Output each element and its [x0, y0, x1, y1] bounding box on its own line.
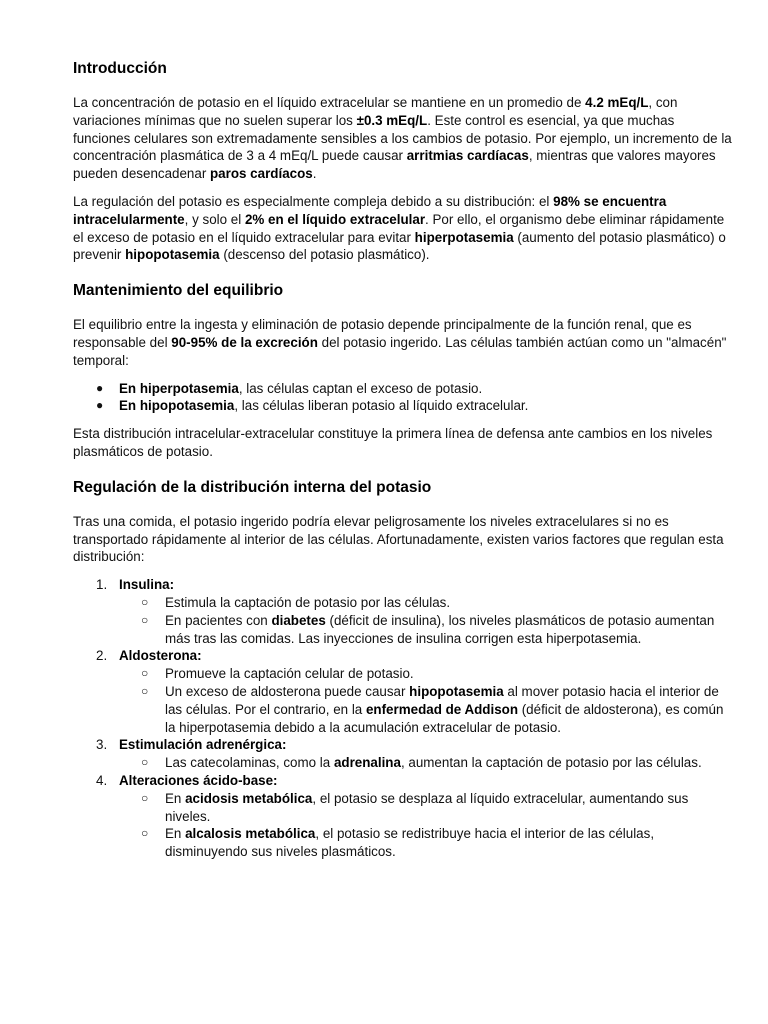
bullet-icon: ● [96, 398, 104, 413]
paragraph-regulacion: Tras una comida, el potasio ingerido podría elevar peligrosamente los niveles extracelulares si no es transportado rápidamente al interior de las células. Afortunadamente, existen varios factores que regulan esta distribución: [73, 513, 724, 565]
list-item: ○ Las catecolaminas, como la adrenalina, aumentan la captación de potasio por las células. [141, 755, 702, 771]
list-item-adrenergica: 3. Estimulación adrenérgica: ○ Las catecolaminas, como la adrenalina, aumentan la captación de potasio por las células. [73, 736, 732, 772]
circle-bullet-icon: ○ [141, 755, 149, 770]
circle-bullet-icon: ○ [141, 790, 149, 805]
heading-introduccion: Introducción [73, 60, 167, 77]
paragraph-equilibrio: El equilibrio entre la ingesta y eliminación de potasio depende principalmente de la función renal, que es responsable del 90-95% de la excreción del potasio ingerido. Las células también actúan como un "almacén" temporal: [73, 317, 727, 368]
list-number: 1. [96, 577, 108, 593]
list-item: ● En hipopotasemia, las células liberan potasio al líquido extracelular. [96, 398, 529, 414]
sub-list [119, 790, 732, 861]
paragraph-intro-1: La concentración de potasio en el líquido extracelular se mantiene en un promedio de 4.2 mEq/L, con variaciones mínimas que no suelen superar los ±0.3 mEq/L. Este control es esencial, ya que muchas funciones celulares son extremadamente sensibles a los cambios de potasio. Por ejemplo, un incremento de la concentración plasmática de 3 a 4 mEq/L puede causar arritmias cardíacas, mientras que valores mayores pueden desencadenar paros cardíacos. [73, 95, 732, 182]
list-number: 4. [96, 772, 108, 788]
heading-mantenimiento: Mantenimiento del equilibrio [73, 282, 284, 300]
circle-bullet-icon: ○ [141, 826, 149, 841]
list-item: ○ Estimula la captación de potasio por las células. [141, 594, 451, 610]
list-item: ○ En alcalosis metabólica, el potasio se redistribuye hacia el interior de las células, disminuyendo sus niveles plasmáticos. [141, 826, 655, 860]
list-item: ○ En pacientes con diabetes (déficit de insulina), los niveles plasmáticos de potasio aumentan más tras las comidas. Las inyecciones de insulina corrigen esta hiperpotasemia. [141, 612, 715, 646]
list-number: 2. [96, 648, 108, 664]
circle-bullet-icon: ○ [141, 594, 149, 609]
sub-list [119, 594, 732, 647]
circle-bullet-icon: ○ [141, 683, 149, 698]
list-item-aldosterona: 2. Aldosterona: ○ Promueve la captación celular de potasio. ○ Un exceso de aldosterona puede causar hipopotasemia al mover potasio hacia el interior de las células. Por el contrario, en la enfermedad de Addison (déficit de aldosterona), es común la hiperpotasemia debido a la acumulación extracelular de potasio. [73, 647, 732, 736]
sub-list [119, 665, 732, 736]
sub-list [119, 754, 732, 772]
bullet-list [73, 380, 732, 416]
list-number: 3. [96, 737, 108, 753]
list-item-acido-base: 4. Alteraciones ácido-base: ○ En acidosis metabólica, el potasio se desplaza al líquido extracelular, aumentando sus niveles. ○ En alcalosis metabólica, el potasio se redistribuye hacia el interior de las células, disminuyendo sus niveles plasmáticos. [73, 772, 732, 861]
list-item: ○ Un exceso de aldosterona puede causar hipopotasemia al mover potasio hacia el interior de las células. Por el contrario, en la enfermedad de Addison (déficit de aldosterona), es común la hiperpotasemia debido a la acumulación extracelular de potasio. [141, 683, 724, 735]
numbered-list [73, 576, 732, 861]
circle-bullet-icon: ○ [141, 612, 149, 627]
list-item: ● En hiperpotasemia, las células captan el exceso de potasio. [96, 380, 483, 396]
bullet-icon: ● [96, 380, 104, 395]
list-item: ○ Promueve la captación celular de potasio. [141, 666, 414, 682]
paragraph-distribucion: Esta distribución intracelular-extracelular constituye la primera línea de defensa ante cambios en los niveles plasmáticos de potasio. [73, 426, 713, 459]
paragraph-intro-2: La regulación del potasio es especialmente compleja debido a su distribución: el 98% se encuentra intracelularmente, y solo el 2% en el líquido extracelular. Por ello, el organismo debe eliminar rápidamente el exceso de potasio en el líquido extracelular para evitar hiperpotasemia (aumento del potasio plasmático) o prevenir hipopotasemia (descenso del potasio plasmático). [73, 193, 726, 263]
list-item-insulina: 1. Insulina: ○ Estimula la captación de potasio por las células. ○ En pacientes con diabetes (déficit de insulina), los niveles plasmáticos de potasio aumentan más tras las comidas. Las inyecciones de insulina corrigen esta hiperpotasemia. [73, 576, 732, 647]
circle-bullet-icon: ○ [141, 666, 149, 681]
heading-regulacion: Regulación de la distribución interna del potasio [73, 478, 432, 496]
list-item: ○ En acidosis metabólica, el potasio se desplaza al líquido extracelular, aumentando sus niveles. [141, 790, 689, 824]
